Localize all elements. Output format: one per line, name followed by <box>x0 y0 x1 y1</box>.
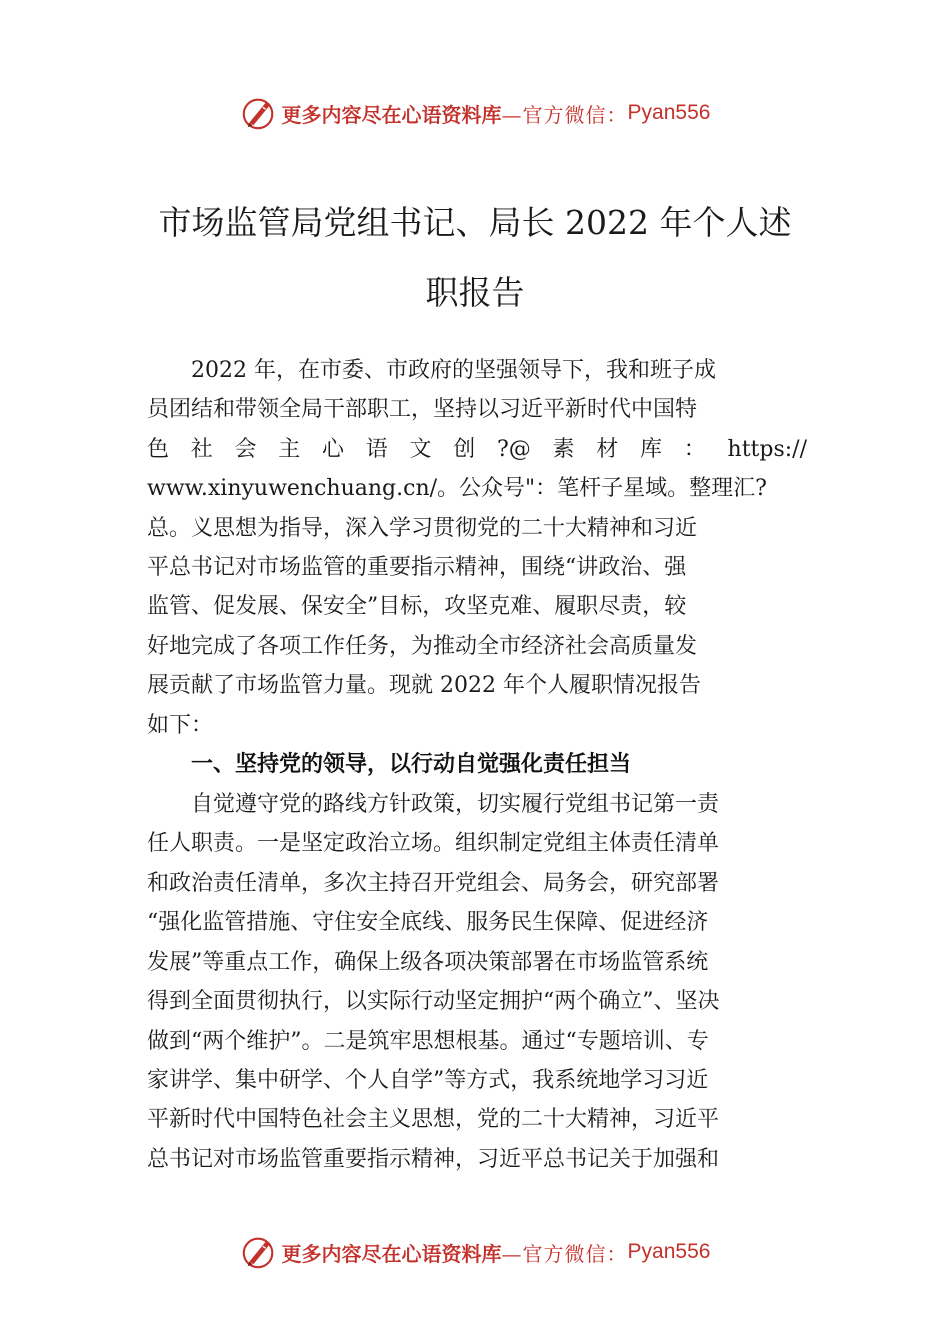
section-heading-1: 一、坚持党的领导，以行动自觉强化责任担当 <box>191 752 632 778</box>
pen-logo-icon <box>240 94 278 132</box>
text-line: 如下： <box>147 712 214 738</box>
text-line: “强化监管措施、守住安全底线、服务民生保障、促进经济 <box>147 910 709 936</box>
char: ?@ <box>497 436 531 462</box>
banner-wechat-id: Pyan556 <box>627 1240 711 1263</box>
char: 主 <box>278 436 301 462</box>
header-banner <box>0 93 950 133</box>
text-line: 总书记对市场监管重要指示精神，习近平总书记关于加强和 <box>147 1146 720 1172</box>
char: 文 <box>409 436 432 462</box>
char: ： <box>683 436 706 462</box>
footer-banner <box>0 1232 950 1272</box>
document-body <box>147 351 807 1179</box>
spread-text-line <box>147 430 807 469</box>
text-line: 监管、促发展、保安全”目标，攻坚克难、履职尽责，较 <box>147 594 687 620</box>
text-line: 任人职责。一是坚定政治立场。组织制定党组主体责任清单 <box>147 831 720 857</box>
url-fragment: https:// <box>727 436 807 462</box>
paragraph-section-1-continued <box>147 824 807 1179</box>
char: 材 <box>596 436 619 462</box>
pen-logo-icon <box>240 1233 278 1271</box>
banner-contact-label: —官方微信： <box>501 1241 628 1266</box>
char: 创 <box>453 436 476 462</box>
paragraph-intro-continued <box>147 390 807 745</box>
char: 会 <box>234 436 257 462</box>
text-line: 员团结和带领全局干部职工，坚持以习近平新时代中国特 <box>147 397 698 423</box>
char: 心 <box>322 436 345 462</box>
banner-slogan: 更多内容尽在心语资料库 <box>281 102 502 127</box>
text-line: 家讲学、集中研学、个人自学”等方式，我系统地学习习近 <box>147 1067 709 1093</box>
title-line-1: 市场监管局党组书记、局长 2022 年个人述 <box>158 203 792 242</box>
banner-wechat-id: Pyan556 <box>627 101 711 124</box>
text-line: 和政治责任清单，多次主持召开党组会、局务会，研究部署 <box>147 870 720 896</box>
char: 色 <box>147 436 170 462</box>
text-line: 得到全面贯彻执行，以实际行动坚定拥护“两个确立”、坚决 <box>147 989 720 1015</box>
title-line-2: 职报告 <box>425 273 525 312</box>
text-line: 2022 年，在市委、市政府的坚强领导下，我和班子成 <box>191 358 716 383</box>
text-line: 自觉遵守党的路线方针政策，切实履行党组书记第一责 <box>191 792 720 818</box>
text-line: www.xinyuwenchuang.cn/。公众号"：笔杆子星域。整理汇? <box>147 476 767 502</box>
char: 社 <box>190 436 213 462</box>
text-line: 平总书记对市场监管的重要指示精神，围绕“讲政治、强 <box>147 555 687 581</box>
text-line: 总。义思想为指导，深入学习贯彻党的二十大精神和习近 <box>147 515 698 541</box>
paragraph-section-1 <box>147 785 807 824</box>
text-line: 好地完成了各项工作任务，为推动全市经济社会高质量发 <box>147 633 698 659</box>
banner-contact-label: —官方微信： <box>501 102 628 127</box>
text-line: 发展”等重点工作，确保上级各项决策部署在市场监管系统 <box>147 949 709 975</box>
char: 库 <box>640 436 663 462</box>
char: 素 <box>552 436 575 462</box>
document-title <box>120 188 830 328</box>
text-line: 平新时代中国特色社会主义思想，党的二十大精神，习近平 <box>147 1107 720 1133</box>
text-line: 展贡献了市场监管力量。现就 2022 年个人履职情况报告 <box>147 673 701 699</box>
char: 语 <box>365 436 388 462</box>
text-line: 做到“两个维护”。二是筑牢思想根基。通过“专题培训、专 <box>147 1028 709 1054</box>
paragraph-intro <box>147 351 807 390</box>
banner-slogan: 更多内容尽在心语资料库 <box>281 1241 502 1266</box>
